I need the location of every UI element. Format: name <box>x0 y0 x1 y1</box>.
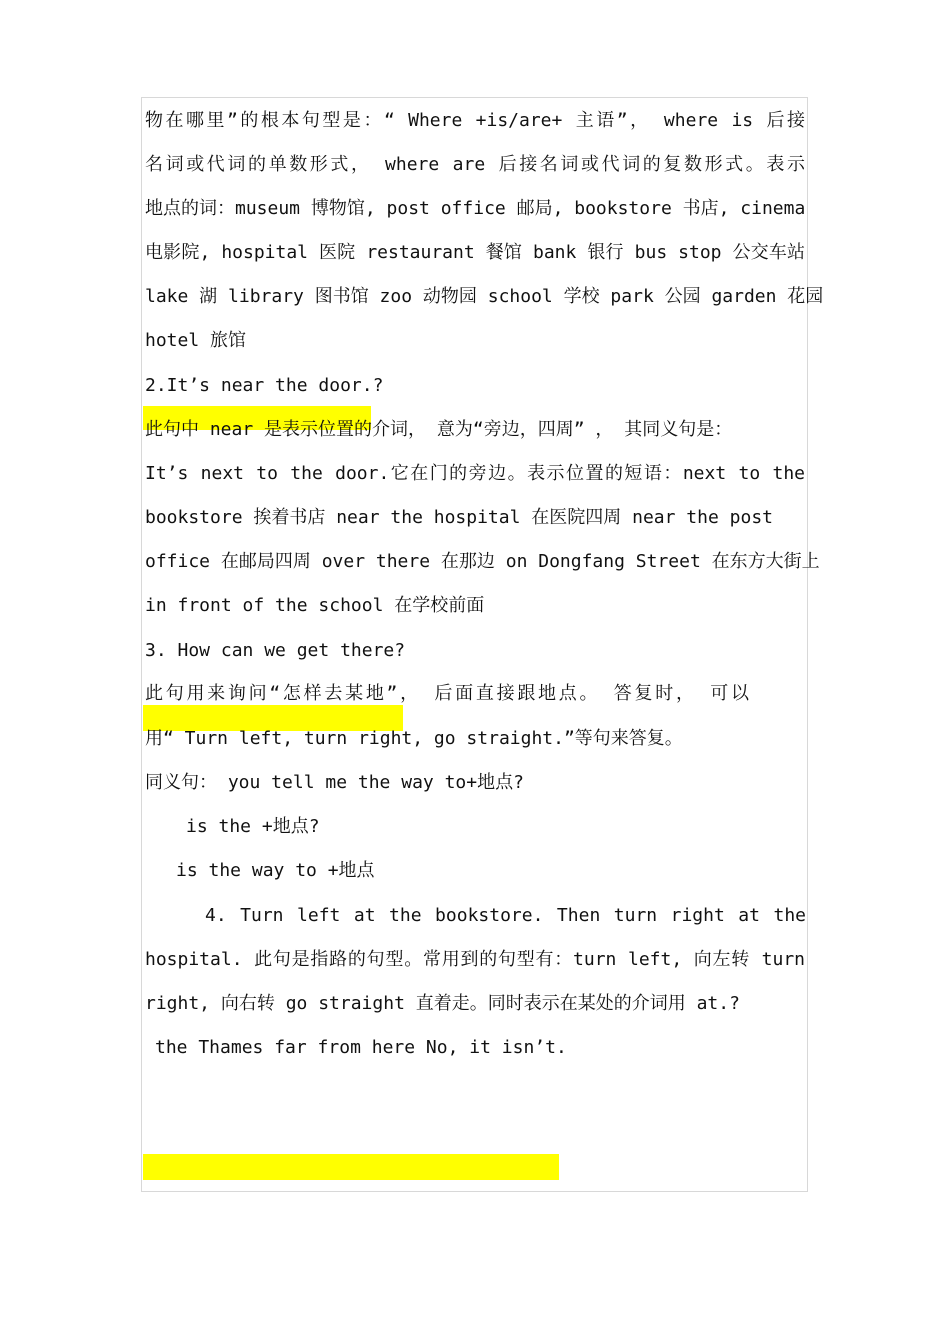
highlight-mark-3 <box>143 1154 559 1180</box>
text-line-11: office 在邮局四周 over there 在那边 on Dongfang Street 在东方大街上 <box>145 551 820 572</box>
text-line-4: 电影院, hospital 医院 restaurant 餐馆 bank 银行 bus stop 公交车站 <box>145 242 805 263</box>
text-line-18: is the way to +地点 <box>176 860 375 881</box>
text-line-2: 名词或代词的单数形式， where are 后接名词或代词的复数形式。表示 <box>145 154 805 175</box>
text-line-15: 用“ Turn left, turn right, go straight.”等句来答复。 <box>145 728 683 749</box>
text-line-5: lake 湖 library 图书馆 zoo 动物园 school 学校 park 公园 garden 花园 <box>145 286 824 307</box>
text-line-20: hospital. 此句是指路的句型。常用到的句型有：turn left, 向左转 turn <box>145 949 805 970</box>
text-line-13: 3. How can we get there? <box>145 640 406 661</box>
text-line-16: 同义句： you tell me the way to+地点? <box>145 772 524 793</box>
text-line-6: hotel 旅馆 <box>145 330 247 351</box>
text-line-17: is the +地点? <box>186 816 320 837</box>
text-line-22: the Thames far from here No, it isn’t. <box>155 1037 567 1058</box>
text-line-1: 物在哪里”的根本句型是：“ Where +is/are+ 主语”， where is 后接 <box>145 110 805 131</box>
text-line-8: 此句中 near 是表示位置的介词， 意为“旁边，四周” ， 其同义句是： <box>145 419 733 440</box>
text-line-12: in front of the school 在学校前面 <box>145 595 485 616</box>
text-line-21: right, 向右转 go straight 直着走。同时表示在某处的介词用 at.? <box>145 993 740 1014</box>
text-line-10: bookstore 挨着书店 near the hospital 在医院四周 near the post <box>145 507 773 528</box>
text-line-9: It’s next to the door.它在门的旁边。表示位置的短语：next to the <box>145 463 805 484</box>
text-line-7: 2.It’s near the door.? <box>145 375 384 396</box>
text-line-14: 此句用来询问“怎样去某地”， 后面直接跟地点。 答复时， 可以 <box>145 683 749 704</box>
text-line-3: 地点的词：museum 博物馆, post office 邮局, bookstore 书店, cinema <box>145 198 806 219</box>
text-line-19: 4. Turn left at the bookstore. Then turn right at the <box>205 905 806 926</box>
